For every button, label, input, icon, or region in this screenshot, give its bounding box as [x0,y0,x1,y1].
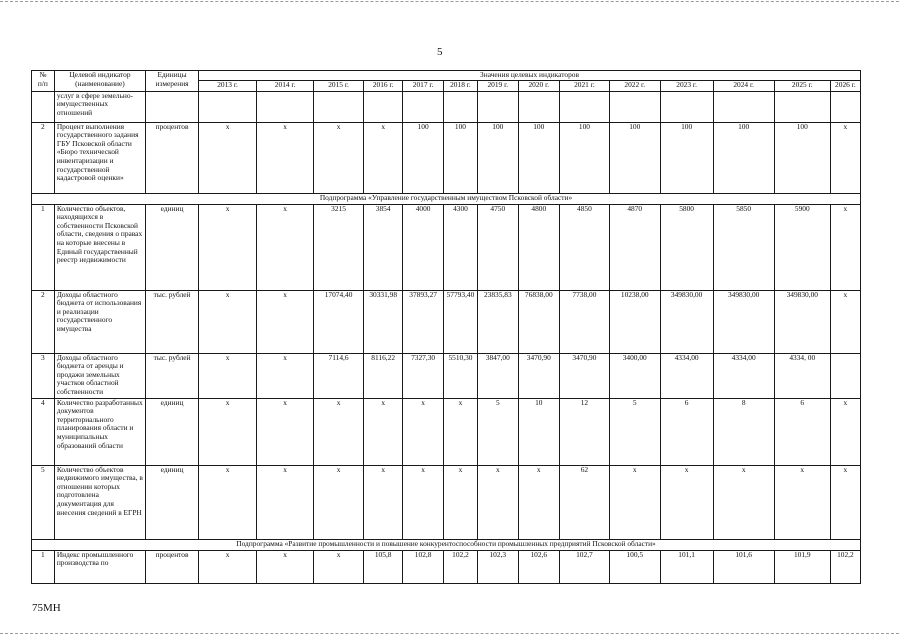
value-cell: 5 [478,398,518,465]
table-row [32,290,861,353]
value-cell [478,91,518,122]
value-cell: х [830,465,860,539]
unit-cell: процентов [146,550,199,583]
value-cell: 101,1 [660,550,713,583]
value-cell [713,91,774,122]
value-cell: х [257,465,314,539]
value-cell: х [518,465,560,539]
indicator-name: Количество разработанных документов территориального планирования области и муниципальных образований области [54,398,145,465]
value-cell: 4850 [560,204,610,290]
value-cell: х [199,122,257,193]
value-cell [830,91,860,122]
row-number: 2 [32,290,55,353]
indicator-name: Доходы областного бюджета от аренды и продажи земельных участков областной собственности [54,353,145,398]
value-cell: 100 [478,122,518,193]
value-cell: 101,9 [774,550,830,583]
value-cell: х [478,465,518,539]
value-cell: 102,6 [518,550,560,583]
value-cell [660,91,713,122]
value-cell: х [713,465,774,539]
value-cell: х [830,398,860,465]
header-year: 2023 г. [660,80,713,91]
value-cell: 100 [443,122,477,193]
indicator-name: Индекс промышленного производства по [54,550,145,583]
value-cell: х [257,122,314,193]
value-cell: 100 [403,122,443,193]
value-cell: х [199,398,257,465]
value-cell: 101,6 [713,550,774,583]
row-number: 1 [32,550,55,583]
value-cell: 37893,27 [403,290,443,353]
value-cell: 10238,00 [609,290,660,353]
indicator-name: Количество объектов, находящихся в собственности Псковской области, сведения о правах на которые внесены в Единый государственный реестр недвижимости [54,204,145,290]
value-cell: 349830,00 [774,290,830,353]
value-cell: х [257,550,314,583]
value-cell: 102,8 [403,550,443,583]
header-year: 2017 г. [403,80,443,91]
value-cell: 5510,30 [443,353,477,398]
value-cell [314,91,364,122]
row-number: 1 [32,204,55,290]
top-border-line [0,1,899,2]
value-cell: 23835,83 [478,290,518,353]
value-cell: 12 [560,398,610,465]
value-cell [830,353,860,398]
header-indicator: Целевой индикатор (наименование) [54,71,145,92]
value-cell: 4750 [478,204,518,290]
header-num: № п/п [32,71,55,92]
header-unit: Единицы измерения [146,71,199,92]
header-values-title: Значения целевых индикаторов [199,71,861,81]
header-year: 2024 г. [713,80,774,91]
header-year: 2014 г. [257,80,314,91]
value-cell: 100 [560,122,610,193]
value-cell: х [830,122,860,193]
value-cell: х [403,398,443,465]
value-cell: 100 [774,122,830,193]
value-cell: х [609,465,660,539]
value-cell: х [363,122,402,193]
value-cell: 4000 [403,204,443,290]
unit-cell: процентов [146,122,199,193]
value-cell: 4870 [609,204,660,290]
table-row [32,465,861,539]
header-year: 2019 г. [478,80,518,91]
value-cell: 349830,00 [713,290,774,353]
value-cell: 102,3 [478,550,518,583]
value-cell: 8116,22 [363,353,402,398]
header-year: 2016 г. [363,80,402,91]
row-number: 2 [32,122,55,193]
row-number [32,91,55,122]
value-cell: 3854 [363,204,402,290]
value-cell: х [363,465,402,539]
value-cell: 57793,40 [443,290,477,353]
value-cell: х [443,398,477,465]
table-row [32,398,861,465]
value-cell: х [830,204,860,290]
value-cell: 5 [609,398,660,465]
unit-cell: единиц [146,465,199,539]
value-cell: 4300 [443,204,477,290]
value-cell: х [314,465,364,539]
value-cell [518,91,560,122]
value-cell: 7327,30 [403,353,443,398]
header-year: 2018 г. [443,80,477,91]
value-cell: х [363,398,402,465]
value-cell: х [774,465,830,539]
value-cell: 100 [713,122,774,193]
value-cell: х [403,465,443,539]
value-cell: х [257,398,314,465]
value-cell [199,91,257,122]
table-row [32,122,861,193]
row-number: 3 [32,353,55,398]
value-cell: 6 [660,398,713,465]
value-cell [560,91,610,122]
value-cell: х [199,290,257,353]
value-cell: 100,5 [609,550,660,583]
header-year: 2013 г. [199,80,257,91]
value-cell: 102,2 [830,550,860,583]
unit-cell [146,91,199,122]
value-cell: х [199,465,257,539]
row-number: 4 [32,398,55,465]
value-cell: 30331,98 [363,290,402,353]
header-year: 2021 г. [560,80,610,91]
subprogram-title: Подпрограмма «Управление государственным имуществом Псковской области» [32,193,861,204]
subprogram-title: Подпрограмма «Развитие промышленности и повышение конкурентоспособности промышленных предприятий Псковской области» [32,539,861,550]
header-year: 2026 г. [830,80,860,91]
value-cell: 105,8 [363,550,402,583]
indicator-name: Процент выполнения государственного задания ГБУ Псковской области «Бюро технической инвентаризации и государственной кадастровой оценки» [54,122,145,193]
indicator-name: услуг в сфере земельно-имущественных отношений [54,91,145,122]
value-cell: 3400,00 [609,353,660,398]
table-row [32,353,861,398]
value-cell [443,91,477,122]
bottom-border-line [0,633,899,634]
value-cell: 10 [518,398,560,465]
value-cell: 100 [660,122,713,193]
value-cell: х [314,550,364,583]
subprogram-row [32,193,861,204]
value-cell: 3470,90 [560,353,610,398]
value-cell: 100 [609,122,660,193]
value-cell [363,91,402,122]
value-cell: х [257,353,314,398]
value-cell [257,91,314,122]
value-cell: 76838,00 [518,290,560,353]
value-cell: 7114,6 [314,353,364,398]
header-year: 2020 г. [518,80,560,91]
value-cell: 4800 [518,204,560,290]
unit-cell: тыс. рублей [146,353,199,398]
value-cell: 349830,00 [660,290,713,353]
value-cell: 4334, 00 [774,353,830,398]
table-row [32,550,861,583]
value-cell: 3215 [314,204,364,290]
value-cell: 17074,40 [314,290,364,353]
value-cell: х [199,204,257,290]
footer-code: 75МН [32,602,61,614]
value-cell: х [830,290,860,353]
table-row [32,91,861,122]
value-cell [774,91,830,122]
value-cell: 102,2 [443,550,477,583]
header-year: 2015 г. [314,80,364,91]
value-cell: 5900 [774,204,830,290]
value-cell: 100 [518,122,560,193]
value-cell [609,91,660,122]
value-cell: х [257,204,314,290]
value-cell: 7738,00 [560,290,610,353]
value-cell: 4334,00 [660,353,713,398]
value-cell: 102,7 [560,550,610,583]
row-number: 5 [32,465,55,539]
value-cell: 5800 [660,204,713,290]
target-indicators-table [31,70,861,584]
unit-cell: единиц [146,398,199,465]
value-cell: 3847,00 [478,353,518,398]
value-cell: х [199,353,257,398]
value-cell: х [443,465,477,539]
value-cell: х [314,122,364,193]
unit-cell: тыс. рублей [146,290,199,353]
value-cell: 6 [774,398,830,465]
table-row [32,204,861,290]
value-cell: х [257,290,314,353]
value-cell: 62 [560,465,610,539]
value-cell: 5850 [713,204,774,290]
subprogram-row [32,539,861,550]
value-cell: х [660,465,713,539]
page-number: 5 [437,46,443,58]
value-cell [403,91,443,122]
unit-cell: единиц [146,204,199,290]
indicator-name: Доходы областного бюджета от использования и реализации государственного имущества [54,290,145,353]
value-cell: 4334,00 [713,353,774,398]
value-cell: 3470,90 [518,353,560,398]
value-cell: х [199,550,257,583]
indicator-name: Количество объектов недвижимого имущества, в отношении которых подготовлена документация для внесения сведений в ЕГРН [54,465,145,539]
value-cell: 8 [713,398,774,465]
value-cell: х [314,398,364,465]
header-year: 2022 г. [609,80,660,91]
header-year: 2025 г. [774,80,830,91]
